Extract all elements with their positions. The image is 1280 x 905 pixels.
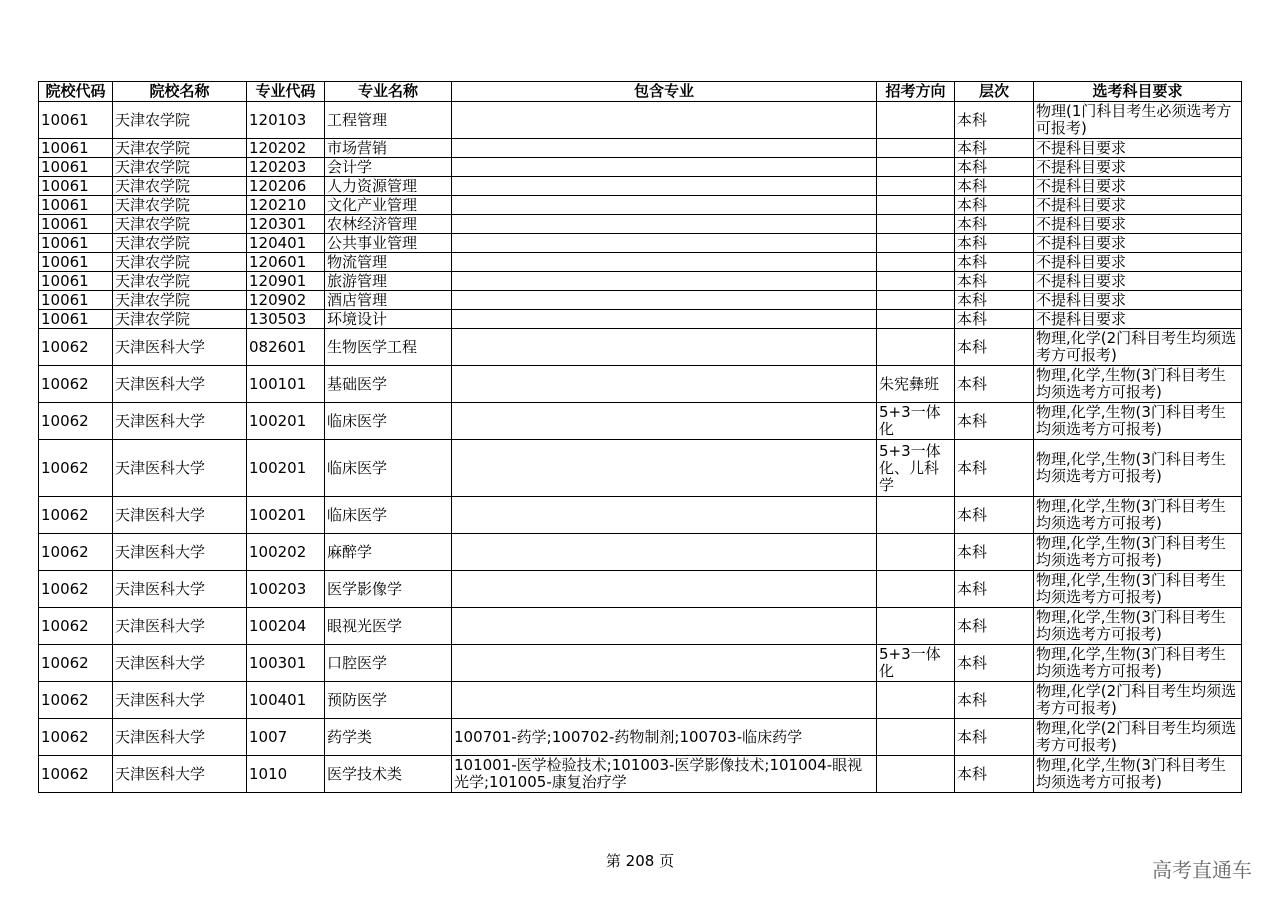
col-header-included-majors: 包含专业 (452, 82, 877, 102)
cell-level: 本科 (955, 534, 1034, 571)
admission-table (38, 81, 1242, 793)
col-header-subject-requirements: 选考科目要求 (1034, 82, 1242, 102)
cell-major-code: 130503 (247, 310, 325, 329)
table-row (39, 756, 1242, 793)
cell-major-name: 基础医学 (325, 366, 452, 403)
table-row (39, 102, 1242, 139)
cell-included-majors (452, 571, 877, 608)
cell-school-code: 10061 (39, 234, 113, 253)
table-row (39, 645, 1242, 682)
cell-direction (877, 139, 955, 158)
cell-level: 本科 (955, 310, 1034, 329)
cell-included-majors (452, 329, 877, 366)
cell-included-majors (452, 253, 877, 272)
cell-subject-requirements: 物理,化学(2门科目考生均须选考方可报考) (1034, 682, 1242, 719)
cell-major-code: 100202 (247, 534, 325, 571)
cell-major-code: 120601 (247, 253, 325, 272)
cell-major-code: 120401 (247, 234, 325, 253)
cell-school-code: 10062 (39, 497, 113, 534)
cell-major-name: 环境设计 (325, 310, 452, 329)
cell-major-code: 100201 (247, 403, 325, 440)
cell-school-code: 10062 (39, 719, 113, 756)
cell-major-name: 麻醉学 (325, 534, 452, 571)
cell-school-code: 10061 (39, 215, 113, 234)
cell-school-code: 10062 (39, 403, 113, 440)
cell-level: 本科 (955, 215, 1034, 234)
cell-major-code: 120206 (247, 177, 325, 196)
table-row (39, 291, 1242, 310)
cell-included-majors (452, 158, 877, 177)
cell-school-code: 10062 (39, 645, 113, 682)
table-row (39, 719, 1242, 756)
cell-direction (877, 719, 955, 756)
header-row (39, 82, 1242, 102)
cell-included-majors (452, 403, 877, 440)
cell-major-name: 酒店管理 (325, 291, 452, 310)
cell-direction (877, 682, 955, 719)
cell-major-name: 药学类 (325, 719, 452, 756)
cell-subject-requirements: 物理,化学(2门科目考生均须选考方可报考) (1034, 719, 1242, 756)
cell-direction (877, 253, 955, 272)
cell-direction: 朱宪彝班 (877, 366, 955, 403)
cell-major-code: 100203 (247, 571, 325, 608)
watermark: 高考直通车 (1152, 858, 1252, 882)
table-row (39, 215, 1242, 234)
cell-subject-requirements: 物理(1门科目考生必须选考方可报考) (1034, 102, 1242, 139)
cell-level: 本科 (955, 253, 1034, 272)
cell-school-code: 10061 (39, 291, 113, 310)
cell-included-majors (452, 272, 877, 291)
cell-level: 本科 (955, 291, 1034, 310)
cell-level: 本科 (955, 158, 1034, 177)
cell-school-name: 天津医科大学 (113, 366, 247, 403)
cell-major-name: 旅游管理 (325, 272, 452, 291)
cell-school-name: 天津医科大学 (113, 719, 247, 756)
cell-major-name: 工程管理 (325, 102, 452, 139)
cell-school-name: 天津农学院 (113, 102, 247, 139)
cell-school-name: 天津医科大学 (113, 608, 247, 645)
cell-direction (877, 608, 955, 645)
cell-major-code: 120901 (247, 272, 325, 291)
cell-direction (877, 756, 955, 793)
cell-school-name: 天津医科大学 (113, 403, 247, 440)
cell-included-majors (452, 215, 877, 234)
col-header-major-code: 专业代码 (247, 82, 325, 102)
cell-school-code: 10061 (39, 253, 113, 272)
table-row (39, 329, 1242, 366)
cell-subject-requirements: 物理,化学,生物(3门科目考生均须选考方可报考) (1034, 756, 1242, 793)
table-row (39, 497, 1242, 534)
cell-level: 本科 (955, 682, 1034, 719)
cell-level: 本科 (955, 272, 1034, 291)
cell-school-code: 10062 (39, 440, 113, 497)
cell-major-name: 眼视光医学 (325, 608, 452, 645)
cell-included-majors (452, 102, 877, 139)
cell-subject-requirements: 物理,化学,生物(3门科目考生均须选考方可报考) (1034, 497, 1242, 534)
cell-major-name: 市场营销 (325, 139, 452, 158)
cell-school-code: 10061 (39, 196, 113, 215)
cell-school-code: 10061 (39, 310, 113, 329)
cell-level: 本科 (955, 102, 1034, 139)
cell-major-name: 医学影像学 (325, 571, 452, 608)
table-row (39, 403, 1242, 440)
table-row (39, 608, 1242, 645)
col-header-major-name: 专业名称 (325, 82, 452, 102)
cell-included-majors (452, 291, 877, 310)
cell-level: 本科 (955, 756, 1034, 793)
cell-included-majors (452, 608, 877, 645)
table-row (39, 234, 1242, 253)
cell-included-majors: 101001-医学检验技术;101003-医学影像技术;101004-眼视光学;101005-康复治疗学 (452, 756, 877, 793)
col-header-direction: 招考方向 (877, 82, 955, 102)
cell-major-code: 100401 (247, 682, 325, 719)
cell-direction (877, 291, 955, 310)
cell-school-code: 10062 (39, 329, 113, 366)
cell-direction (877, 234, 955, 253)
cell-major-name: 临床医学 (325, 440, 452, 497)
cell-included-majors (452, 196, 877, 215)
cell-included-majors (452, 534, 877, 571)
cell-major-code: 1010 (247, 756, 325, 793)
cell-subject-requirements: 物理,化学,生物(3门科目考生均须选考方可报考) (1034, 534, 1242, 571)
cell-school-name: 天津农学院 (113, 291, 247, 310)
cell-major-code: 100201 (247, 440, 325, 497)
table-row (39, 196, 1242, 215)
cell-level: 本科 (955, 139, 1034, 158)
col-header-school-code: 院校代码 (39, 82, 113, 102)
table-row (39, 253, 1242, 272)
cell-direction (877, 215, 955, 234)
cell-level: 本科 (955, 329, 1034, 366)
cell-level: 本科 (955, 366, 1034, 403)
cell-subject-requirements: 物理,化学,生物(3门科目考生均须选考方可报考) (1034, 571, 1242, 608)
table-row (39, 310, 1242, 329)
table-body (39, 102, 1242, 793)
cell-major-code: 120301 (247, 215, 325, 234)
cell-level: 本科 (955, 234, 1034, 253)
cell-subject-requirements: 不提科目要求 (1034, 196, 1242, 215)
cell-level: 本科 (955, 571, 1034, 608)
cell-subject-requirements: 不提科目要求 (1034, 139, 1242, 158)
table-row (39, 571, 1242, 608)
cell-school-name: 天津农学院 (113, 272, 247, 291)
cell-subject-requirements: 物理,化学,生物(3门科目考生均须选考方可报考) (1034, 440, 1242, 497)
cell-direction: 5+3一体化 (877, 403, 955, 440)
cell-included-majors (452, 682, 877, 719)
cell-school-name: 天津医科大学 (113, 645, 247, 682)
cell-level: 本科 (955, 403, 1034, 440)
cell-included-majors (452, 497, 877, 534)
cell-major-name: 物流管理 (325, 253, 452, 272)
cell-included-majors (452, 234, 877, 253)
cell-subject-requirements: 物理,化学,生物(3门科目考生均须选考方可报考) (1034, 645, 1242, 682)
cell-direction (877, 310, 955, 329)
cell-major-name: 公共事业管理 (325, 234, 452, 253)
cell-school-code: 10061 (39, 158, 113, 177)
cell-major-name: 生物医学工程 (325, 329, 452, 366)
cell-subject-requirements: 不提科目要求 (1034, 215, 1242, 234)
cell-school-name: 天津医科大学 (113, 571, 247, 608)
cell-level: 本科 (955, 497, 1034, 534)
cell-school-name: 天津医科大学 (113, 497, 247, 534)
cell-direction (877, 329, 955, 366)
cell-included-majors (452, 366, 877, 403)
cell-direction (877, 196, 955, 215)
cell-school-name: 天津医科大学 (113, 756, 247, 793)
cell-major-name: 会计学 (325, 158, 452, 177)
cell-major-code: 120202 (247, 139, 325, 158)
cell-direction (877, 571, 955, 608)
table-row (39, 158, 1242, 177)
cell-major-name: 文化产业管理 (325, 196, 452, 215)
cell-major-code: 100301 (247, 645, 325, 682)
cell-subject-requirements: 不提科目要求 (1034, 291, 1242, 310)
cell-school-code: 10062 (39, 756, 113, 793)
cell-major-name: 农林经济管理 (325, 215, 452, 234)
cell-direction: 5+3一体化 (877, 645, 955, 682)
cell-included-majors (452, 177, 877, 196)
cell-school-name: 天津农学院 (113, 310, 247, 329)
cell-included-majors: 100701-药学;100702-药物制剂;100703-临床药学 (452, 719, 877, 756)
cell-subject-requirements: 不提科目要求 (1034, 158, 1242, 177)
cell-school-name: 天津医科大学 (113, 329, 247, 366)
cell-included-majors (452, 440, 877, 497)
cell-major-code: 120103 (247, 102, 325, 139)
cell-subject-requirements: 物理,化学,生物(3门科目考生均须选考方可报考) (1034, 608, 1242, 645)
cell-included-majors (452, 645, 877, 682)
cell-school-code: 10061 (39, 139, 113, 158)
cell-school-code: 10062 (39, 571, 113, 608)
cell-direction (877, 177, 955, 196)
cell-school-code: 10062 (39, 366, 113, 403)
cell-subject-requirements: 不提科目要求 (1034, 310, 1242, 329)
cell-level: 本科 (955, 719, 1034, 756)
cell-direction (877, 102, 955, 139)
cell-school-name: 天津农学院 (113, 196, 247, 215)
cell-subject-requirements: 不提科目要求 (1034, 253, 1242, 272)
cell-direction: 5+3一体化、儿科学 (877, 440, 955, 497)
cell-major-code: 120902 (247, 291, 325, 310)
cell-school-code: 10062 (39, 608, 113, 645)
cell-major-code: 100201 (247, 497, 325, 534)
cell-level: 本科 (955, 177, 1034, 196)
cell-school-code: 10061 (39, 177, 113, 196)
cell-major-name: 临床医学 (325, 497, 452, 534)
col-header-school-name: 院校名称 (113, 82, 247, 102)
cell-included-majors (452, 310, 877, 329)
table-row (39, 177, 1242, 196)
cell-level: 本科 (955, 440, 1034, 497)
cell-major-name: 人力资源管理 (325, 177, 452, 196)
cell-level: 本科 (955, 608, 1034, 645)
cell-major-code: 1007 (247, 719, 325, 756)
cell-school-code: 10061 (39, 102, 113, 139)
page-number: 第 208 页 (605, 852, 675, 870)
cell-school-name: 天津农学院 (113, 139, 247, 158)
cell-major-code: 100204 (247, 608, 325, 645)
cell-major-code: 100101 (247, 366, 325, 403)
cell-major-name: 预防医学 (325, 682, 452, 719)
cell-subject-requirements: 物理,化学,生物(3门科目考生均须选考方可报考) (1034, 403, 1242, 440)
cell-school-name: 天津医科大学 (113, 682, 247, 719)
cell-school-code: 10062 (39, 534, 113, 571)
table-row (39, 366, 1242, 403)
cell-major-name: 口腔医学 (325, 645, 452, 682)
cell-included-majors (452, 139, 877, 158)
col-header-level: 层次 (955, 82, 1034, 102)
cell-subject-requirements: 不提科目要求 (1034, 234, 1242, 253)
cell-school-name: 天津农学院 (113, 253, 247, 272)
cell-direction (877, 497, 955, 534)
cell-direction (877, 158, 955, 177)
cell-school-name: 天津农学院 (113, 234, 247, 253)
cell-subject-requirements: 物理,化学(2门科目考生均须选考方可报考) (1034, 329, 1242, 366)
cell-major-code: 082601 (247, 329, 325, 366)
cell-major-code: 120203 (247, 158, 325, 177)
cell-level: 本科 (955, 645, 1034, 682)
table-row (39, 272, 1242, 291)
cell-major-name: 临床医学 (325, 403, 452, 440)
cell-direction (877, 534, 955, 571)
cell-direction (877, 272, 955, 291)
cell-school-name: 天津医科大学 (113, 534, 247, 571)
table-row (39, 440, 1242, 497)
cell-school-code: 10061 (39, 272, 113, 291)
cell-school-name: 天津农学院 (113, 177, 247, 196)
table-row (39, 682, 1242, 719)
cell-major-name: 医学技术类 (325, 756, 452, 793)
cell-subject-requirements: 物理,化学,生物(3门科目考生均须选考方可报考) (1034, 366, 1242, 403)
table-row (39, 534, 1242, 571)
cell-level: 本科 (955, 196, 1034, 215)
cell-major-code: 120210 (247, 196, 325, 215)
table-row (39, 139, 1242, 158)
cell-school-code: 10062 (39, 682, 113, 719)
cell-school-name: 天津农学院 (113, 215, 247, 234)
cell-school-name: 天津医科大学 (113, 440, 247, 497)
cell-school-name: 天津农学院 (113, 158, 247, 177)
cell-subject-requirements: 不提科目要求 (1034, 272, 1242, 291)
cell-subject-requirements: 不提科目要求 (1034, 177, 1242, 196)
